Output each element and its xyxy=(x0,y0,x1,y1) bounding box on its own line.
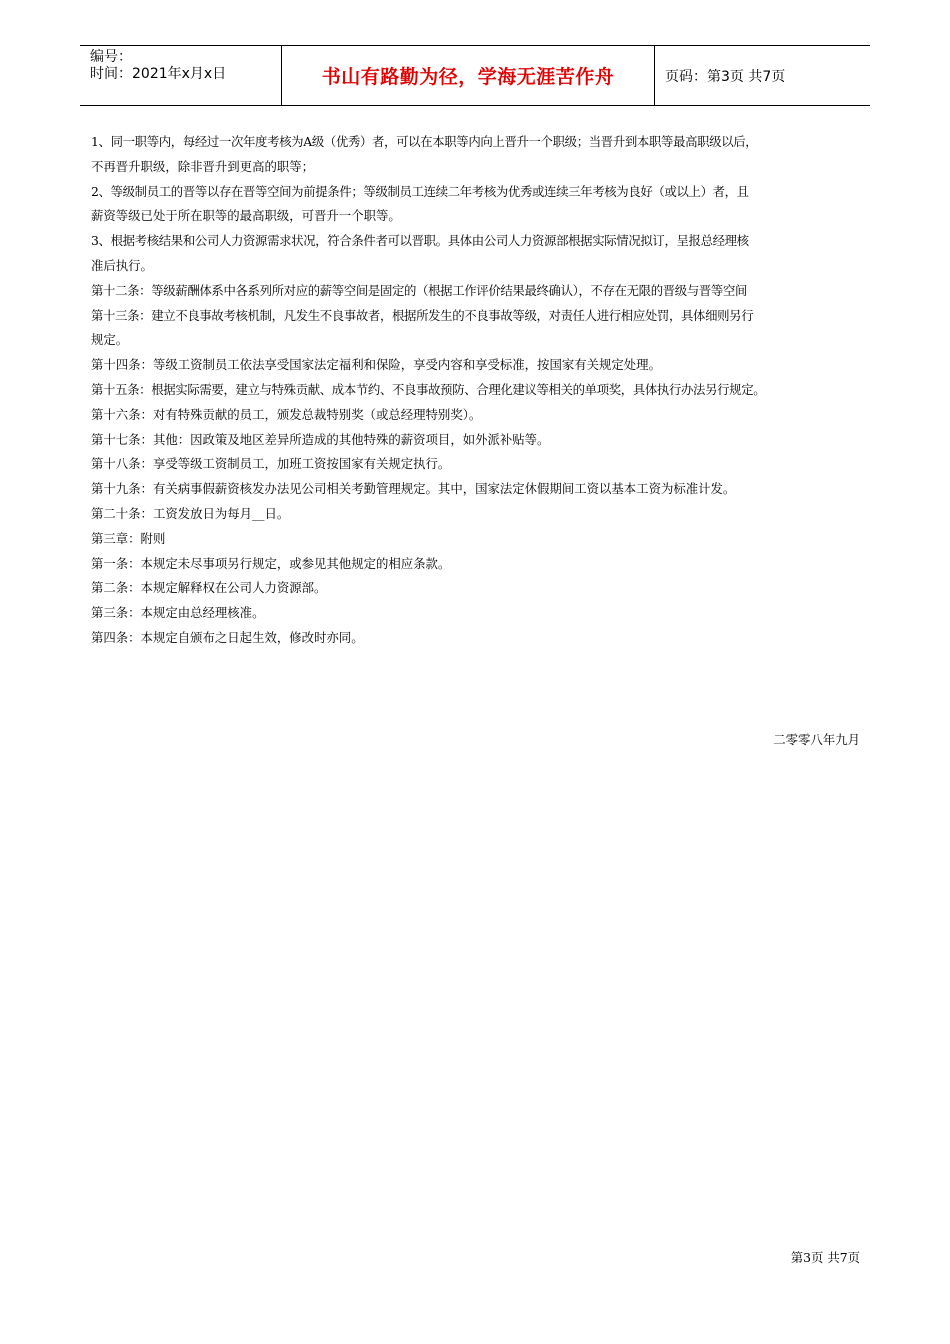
header-motto: 书山有路勤为径，学海无涯苦作舟 xyxy=(282,46,655,105)
body-line: 第十二条：等级薪酬体系中各系列所对应的薪等空间是固定的（根据工作评价结果最终确认），不存在无限的晋级与晋等空间 xyxy=(91,282,748,298)
page-header xyxy=(80,45,870,106)
body-line: 第二十条：工资发放日为每月__日。 xyxy=(91,505,290,521)
document-number-label: 编号： xyxy=(90,49,132,65)
chapter-heading: 第三章：附则 xyxy=(91,530,166,546)
document-body xyxy=(91,130,861,651)
body-line: 薪资等级已处于所在职等的最高职级，可晋升一个职等。 xyxy=(91,208,401,224)
body-line: 准后执行。 xyxy=(91,257,153,273)
body-line: 第四条：本规定自颁布之日起生效，修改时亦同。 xyxy=(91,629,364,645)
body-line: 第二条：本规定解释权在公司人力资源部。 xyxy=(91,580,327,596)
body-line: 规定。 xyxy=(91,332,129,348)
body-line: 第一条：本规定未尽事项另行规定，或参见其他规定的相应条款。 xyxy=(91,555,451,571)
body-line: 第十四条：等级工资制员工依法享受国家法定福利和保险，享受内容和享受标准，按国家有关规定处理。 xyxy=(91,357,661,373)
header-info xyxy=(80,46,282,105)
body-line: 第十八条：享受等级工资制员工，加班工资按国家有关规定执行。 xyxy=(91,456,451,472)
document-date: 二零零八年九月 xyxy=(773,732,860,747)
body-line: 2、等级制员工的晋等以存在晋等空间为前提条件；等级制员工连续二年考核为优秀或连续三年考核为良好（或以上）者，且 xyxy=(91,183,749,199)
footer-page-number: 第3页 共7页 xyxy=(790,1250,860,1265)
body-line: 3、根据考核结果和公司人力资源需求状况，符合条件者可以晋职。具体由公司人力资源部根据实际情况拟订，呈报总经理核 xyxy=(91,233,749,249)
body-line: 第三条：本规定由总经理核准。 xyxy=(91,605,265,621)
body-line: 第十九条：有关病事假薪资核发办法见公司相关考勤管理规定。其中，国家法定休假期间工资以基本工资为标准计发。 xyxy=(91,481,736,497)
body-line: 第十六条：对有特殊贡献的员工，颁发总裁特别奖（或总经理特别奖）。 xyxy=(91,406,482,422)
body-line: 不再晋升职级，除非晋升到更高的职等； xyxy=(91,158,315,174)
body-line: 第十七条：其他：因政策及地区差异所造成的其他特殊的薪资项目，如外派补贴等。 xyxy=(91,431,550,447)
body-line: 1、同一职等内，每经过一次年度考核为A级（优秀）者，可以在本职等内向上晋升一个职级；当晋升到本职等最高职级以后， xyxy=(91,134,758,149)
body-line: 第十五条：根据实际需要，建立与特殊贡献、成本节约、不良事故预防、合理化建议等相关的单项奖，具体执行办法另行规定。 xyxy=(91,381,766,397)
document-time-label: 时间：2021年x月x日 xyxy=(90,66,227,82)
body-line: 第十三条：建立不良事故考核机制，凡发生不良事故者，根据所发生的不良事故等级，对责任人进行相应处罚，具体细则另行 xyxy=(91,307,754,323)
header-page-number: 页码：第3页 共7页 xyxy=(665,68,786,85)
